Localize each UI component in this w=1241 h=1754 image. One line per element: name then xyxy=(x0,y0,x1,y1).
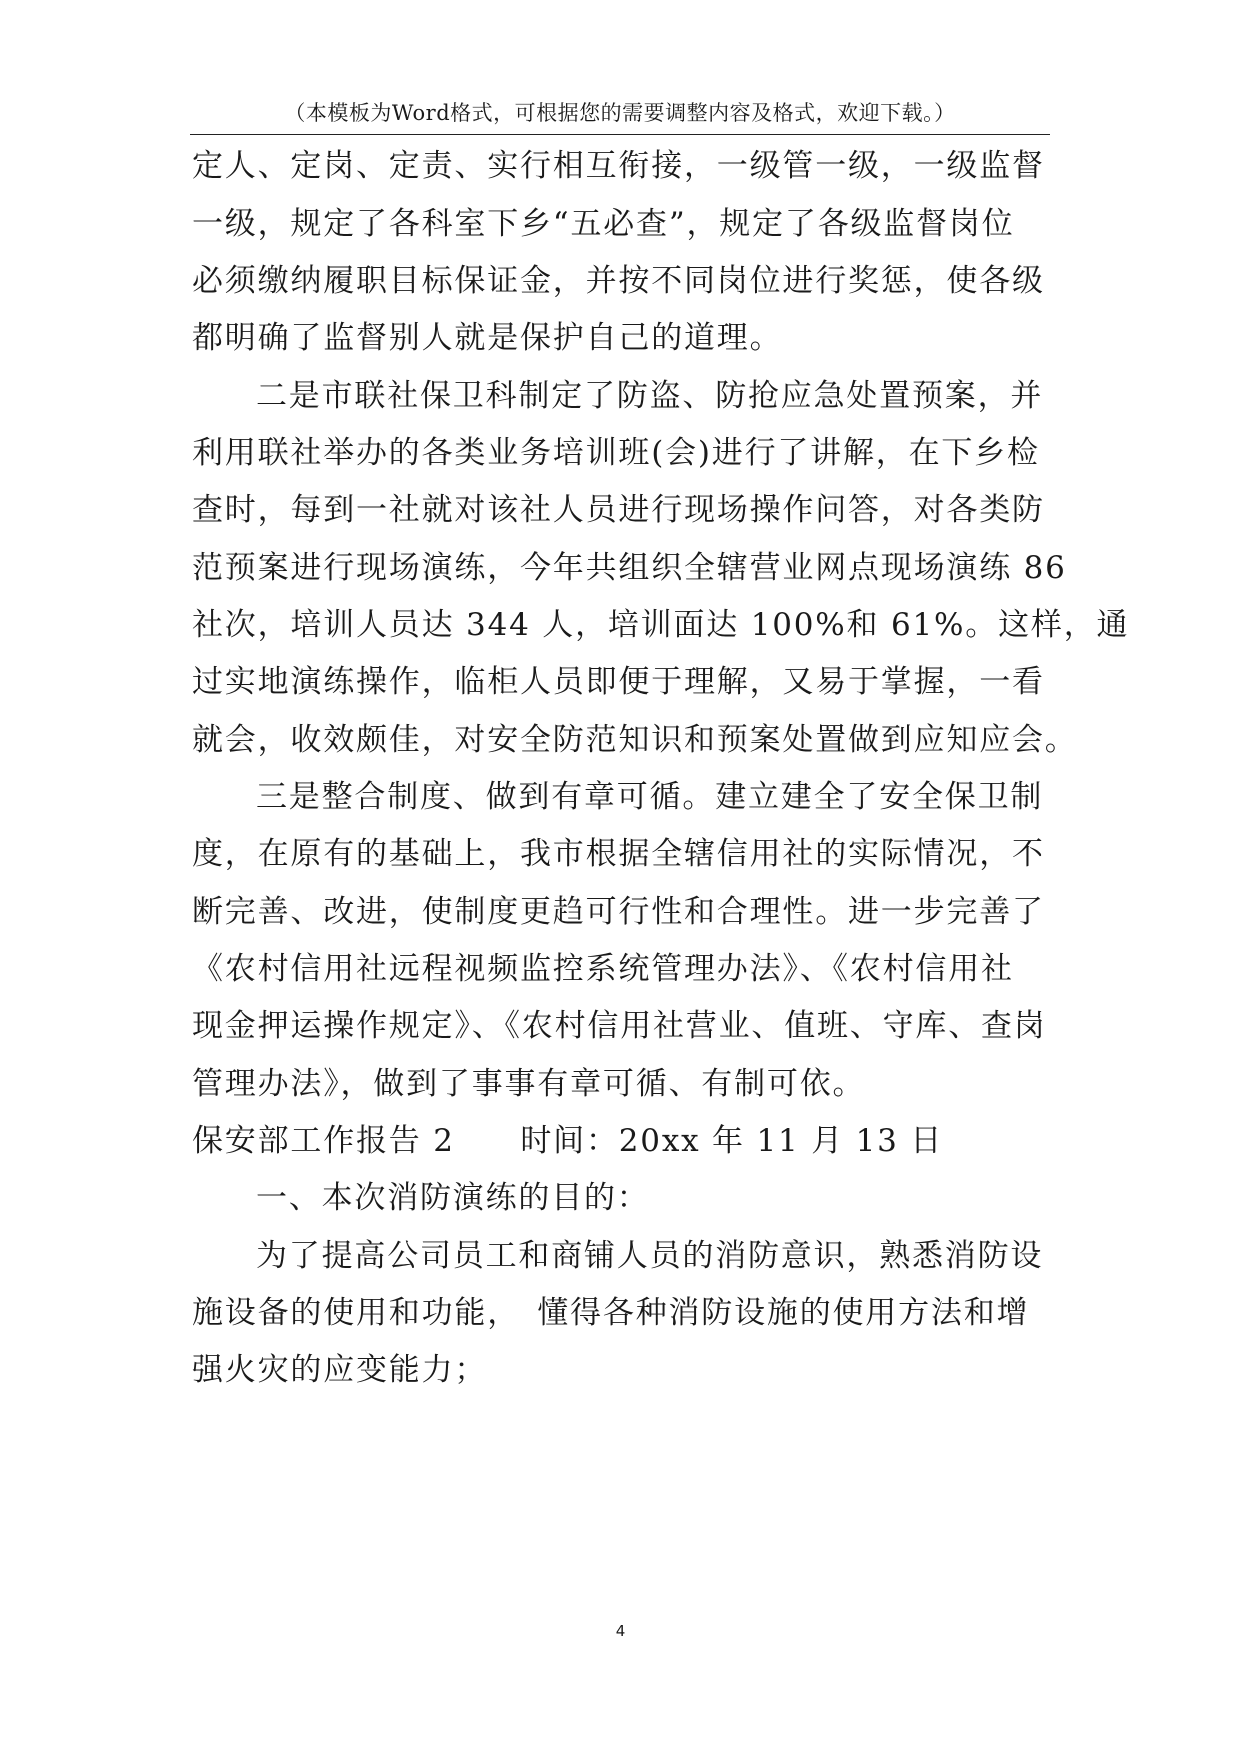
paragraph-start-line: 为了提高公司员工和商铺人员的消防意识，熟悉消防设 xyxy=(256,1238,1044,1274)
report-title-line: 保安部工作报告 2 时间：20xx 年 11 月 13 日 xyxy=(192,1123,944,1159)
body-line: 查时，每到一社就对该社人员进行现场操作问答，对各类防 xyxy=(192,492,1045,528)
body-line: 一级，规定了各科室下乡“五必查”，规定了各级监督岗位 xyxy=(192,206,1015,242)
paragraph-start-line: 三是整合制度、做到有章可循。建立建全了安全保卫制 xyxy=(256,779,1044,815)
body-line: 都明确了监督别人就是保护自己的道理。 xyxy=(192,320,783,356)
template-header-note: （本模板为Word格式，可根据您的需要调整内容及格式，欢迎下载。） xyxy=(284,101,956,125)
section-heading: 一、本次消防演练的目的： xyxy=(256,1180,650,1216)
body-line: 定人、定岗、定责、实行相互衔接，一级管一级，一级监督 xyxy=(192,148,1045,184)
body-line: 必须缴纳履职目标保证金，并按不同岗位进行奖惩，使各级 xyxy=(192,263,1045,299)
body-line: 强火灾的应变能力； xyxy=(192,1352,488,1388)
body-line: 现金押运操作规定》、《农村信用社营业、值班、守库、查岗 xyxy=(192,1008,1047,1044)
body-line: 利用联社举办的各类业务培训班(会)进行了讲解，在下乡检 xyxy=(192,435,1040,471)
body-line: 社次，培训人员达 344 人，培训面达 100%和 61%。这样，通 xyxy=(192,607,1130,643)
body-line: 断完善、改进，使制度更趋可行性和合理性。进一步完善了 xyxy=(192,894,1045,930)
body-line: 《农村信用社远程视频监控系统管理办法》、《农村信用社 xyxy=(192,951,1014,987)
body-line: 管理办法》，做到了事事有章可循、有制可依。 xyxy=(192,1066,866,1102)
body-line: 就会，收效颇佳，对安全防范知识和预案处置做到应知应会。 xyxy=(192,722,1078,758)
page-number: 4 xyxy=(615,1622,626,1640)
header-divider xyxy=(190,134,1050,135)
body-line: 过实地演练操作，临柜人员即便于理解，又易于掌握，一看 xyxy=(192,664,1045,700)
paragraph-start-line: 二是市联社保卫科制定了防盗、防抢应急处置预案，并 xyxy=(256,378,1044,414)
body-line: 施设备的使用和功能， 懂得各种消防设施的使用方法和增 xyxy=(192,1295,1030,1331)
body-line: 范预案进行现场演练，今年共组织全辖营业网点现场演练 86 xyxy=(192,550,1067,586)
body-line: 度，在原有的基础上，我市根据全辖信用社的实际情况，不 xyxy=(192,836,1045,872)
